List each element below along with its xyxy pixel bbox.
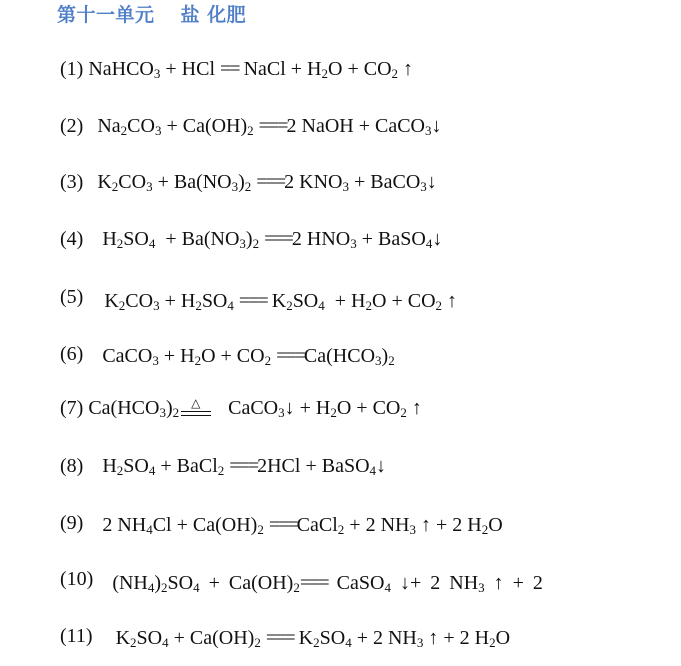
- equation-7: [60, 396, 422, 420]
- unit-topic: 盐 化肥: [180, 4, 247, 26]
- equation-text: $(NH_4)_2SO_4 + Ca(OH)_2===$ CaSO$_4$ ↓+ 2 $NH_3$ ↑ + 2: [112, 572, 543, 595]
- equation-text: $K_2CO_3 + Ba(NO_3)_2 ===2$ $KNO_3$ + BaCO$_3$↓: [97, 171, 437, 194]
- equation-10: [60, 567, 543, 595]
- equation-text: $H_2SO_4$ + BaCl$_2$ ===2HCl + BaSO$_4$↓: [102, 455, 387, 478]
- equation-3: [60, 170, 437, 194]
- equation-text: 2 $NH_4Cl + Ca(OH)_2$ ===CaCl$_2$ + 2 $NH_3$ ↑ + 2 $H_2O$: [102, 514, 503, 537]
- equation-1: [60, 57, 413, 81]
- equation-6: [60, 342, 395, 366]
- equation-number: (6): [60, 343, 84, 365]
- equation-number: (10): [60, 568, 94, 590]
- equation-number: (4): [60, 228, 84, 250]
- equation-number: (1): [60, 58, 84, 80]
- equation-9: [60, 511, 503, 535]
- heat-icon: △: [191, 396, 201, 411]
- equation-number: (3): [60, 171, 84, 193]
- unit-title: [57, 0, 246, 27]
- equation-11: [60, 624, 510, 648]
- unit-number: 第十一单元: [57, 4, 155, 26]
- equation-text: $K_2SO_4 + Ca(OH)_2$ === $K_2SO_4 + 2$ $NH_3$ ↑ + 2 $H_2O$: [115, 627, 511, 650]
- equation-text: $Na_2CO_3 + Ca(OH)_2 ===2$ NaOH + CaCO$_3$↓: [97, 115, 442, 138]
- equation-text: $Ca(HCO_3)_2$ △ CaCO$_3$↓ + $H_2O + CO_2$ ↑: [88, 396, 422, 420]
- equation-number: (5): [60, 286, 84, 308]
- equation-number: (2): [60, 115, 84, 137]
- equation-text: CaCO$_3$ + $H_2O + CO_2 ===Ca(HCO_3)_2$: [102, 345, 395, 368]
- equation-2: [60, 114, 442, 138]
- equation-text: $H_2SO_4 + Ba(NO_3)_2 ===2$ $HNO_3$ + BaSO$_4$↓: [102, 228, 443, 251]
- equation-number: (7): [60, 397, 84, 419]
- equation-8: [60, 454, 386, 478]
- equation-text: $K_2CO_3 + H_2SO_4$ === $K_2SO_4 + H_2O + CO_2$ ↑: [104, 290, 458, 313]
- heat-condition: [179, 396, 213, 419]
- equation-number: (9): [60, 512, 84, 534]
- equation-number: (11): [60, 625, 93, 647]
- equation-text: NaHCO$_3$ + HCl == NaCl + $H_2O + CO_2$ ↑: [88, 58, 414, 81]
- equation-5: [60, 285, 458, 313]
- equation-number: (8): [60, 455, 84, 477]
- equation-4: [60, 227, 442, 251]
